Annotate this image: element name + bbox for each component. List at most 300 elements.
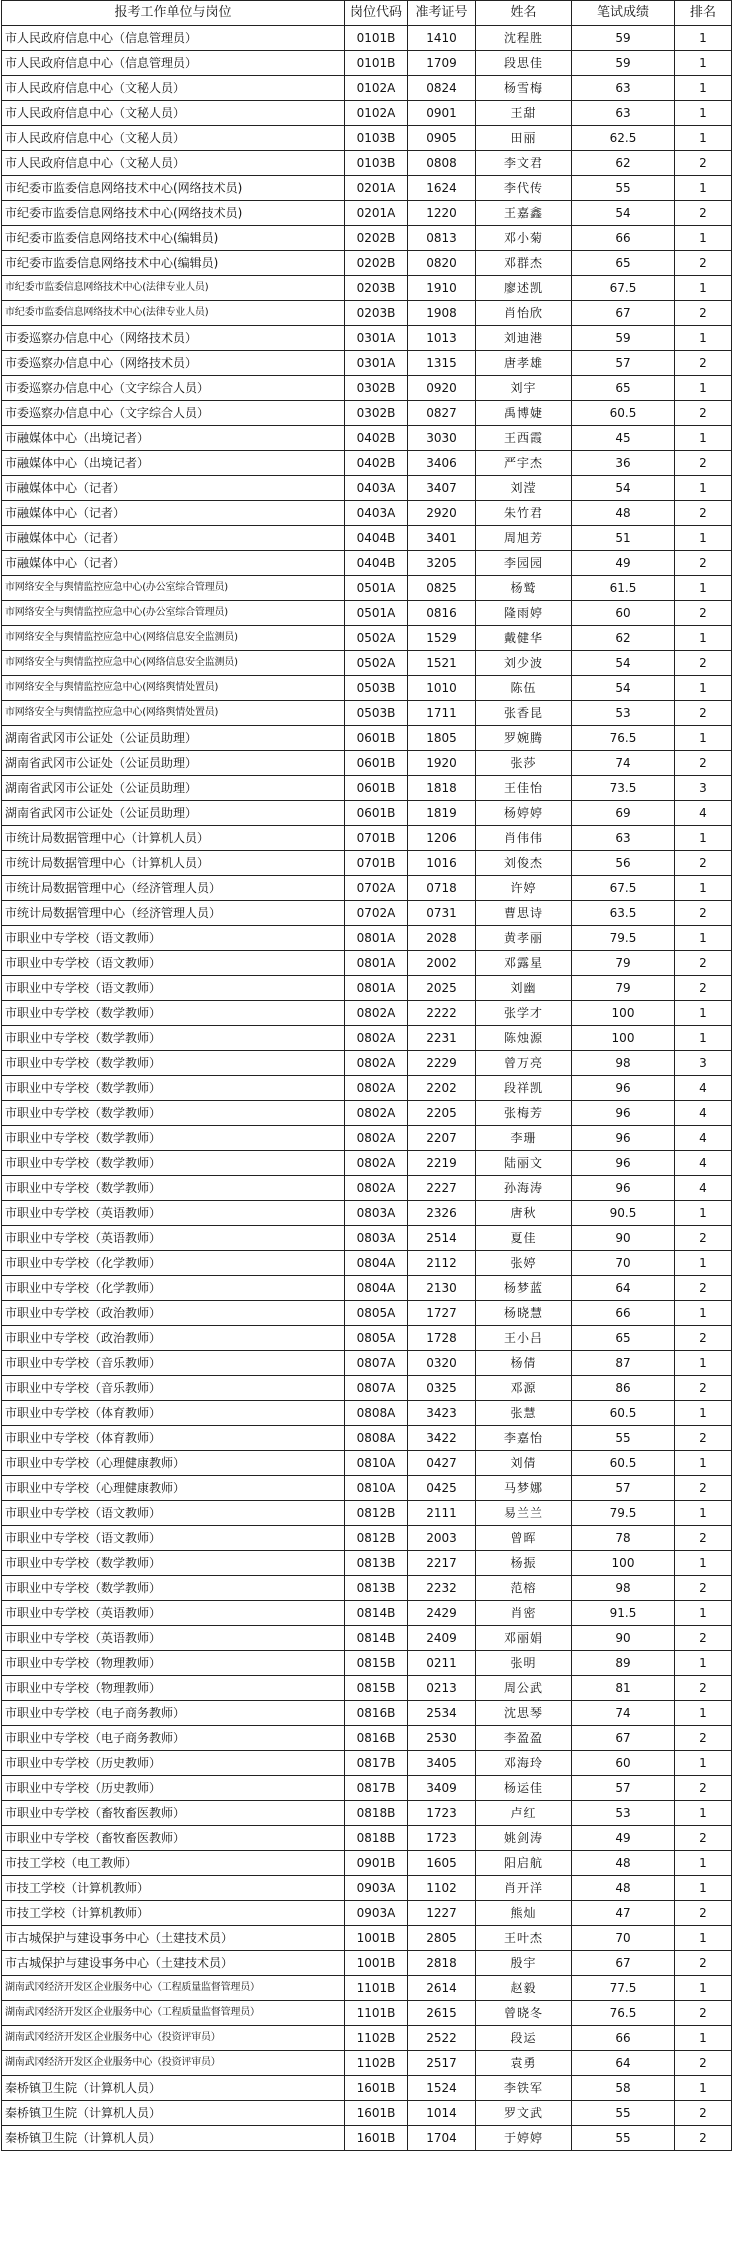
cell-ticket: 1220 [408,201,476,226]
cell-rank: 2 [675,701,732,726]
cell-unit: 市职业中专学校（政治教师） [2,1301,345,1326]
cell-rank: 2 [675,1476,732,1501]
cell-unit: 市网络安全与舆情监控应急中心(办公室综合管理员) [2,576,345,601]
cell-ticket: 2207 [408,1126,476,1151]
cell-code: 0903A [345,1901,408,1926]
cell-score: 57 [572,1776,675,1801]
cell-ticket: 1920 [408,751,476,776]
cell-rank: 2 [675,151,732,176]
cell-name: 段思佳 [476,51,572,76]
cell-name: 陈烛源 [476,1026,572,1051]
table-row [2,1351,732,1376]
cell-ticket: 0920 [408,376,476,401]
results-table-wrapper [1,0,731,2151]
cell-ticket: 1521 [408,651,476,676]
table-row [2,801,732,826]
cell-name: 卢红 [476,1801,572,1826]
cell-ticket: 0427 [408,1451,476,1476]
table-row [2,1501,732,1526]
cell-unit: 市职业中专学校（心理健康教师） [2,1476,345,1501]
cell-unit: 市融媒体中心（记者） [2,476,345,501]
cell-name: 杨婷婷 [476,801,572,826]
cell-name: 杨晓慧 [476,1301,572,1326]
cell-score: 100 [572,1026,675,1051]
cell-score: 90 [572,1626,675,1651]
cell-ticket: 3422 [408,1426,476,1451]
cell-code: 0404B [345,526,408,551]
cell-code: 0402B [345,426,408,451]
cell-code: 0403A [345,476,408,501]
cell-code: 0802A [345,1001,408,1026]
table-row [2,1301,732,1326]
cell-ticket: 1016 [408,851,476,876]
cell-code: 0802A [345,1026,408,1051]
cell-code: 0807A [345,1351,408,1376]
cell-rank: 1 [675,2026,732,2051]
cell-code: 0301A [345,326,408,351]
cell-unit: 市职业中专学校（数学教师） [2,1176,345,1201]
cell-unit: 市职业中专学校（语文教师） [2,951,345,976]
cell-unit: 市网络安全与舆情监控应急中心(网络信息安全监测员) [2,651,345,676]
cell-name: 刘迪港 [476,326,572,351]
cell-unit: 市融媒体中心（记者） [2,551,345,576]
table-row [2,1426,732,1451]
cell-code: 0805A [345,1301,408,1326]
cell-unit: 市委巡察办信息中心（网络技术员） [2,351,345,376]
cell-ticket: 1704 [408,2126,476,2151]
cell-rank: 2 [675,1576,732,1601]
cell-ticket: 3205 [408,551,476,576]
cell-code: 1001B [345,1926,408,1951]
cell-code: 0101B [345,26,408,51]
cell-name: 段运 [476,2026,572,2051]
cell-code: 0501A [345,576,408,601]
cell-rank: 1 [675,1751,732,1776]
cell-unit: 市职业中专学校（数学教师） [2,1576,345,1601]
table-row [2,951,732,976]
cell-score: 63 [572,76,675,101]
cell-name: 王嘉鑫 [476,201,572,226]
cell-unit: 市古城保护与建设事务中心（土建技术员） [2,1951,345,1976]
cell-ticket: 1910 [408,276,476,301]
table-row [2,876,732,901]
cell-rank: 2 [675,551,732,576]
cell-unit: 市职业中专学校（电子商务教师） [2,1701,345,1726]
cell-rank: 1 [675,1801,732,1826]
header-rank: 排名 [675,1,732,26]
cell-rank: 2 [675,1826,732,1851]
cell-rank: 1 [675,1976,732,2001]
cell-name: 张慧 [476,1401,572,1426]
cell-unit: 市统计局数据管理中心（经济管理人员） [2,876,345,901]
table-row [2,526,732,551]
table-row [2,1751,732,1776]
cell-code: 0804A [345,1276,408,1301]
table-row [2,1126,732,1151]
cell-ticket: 1908 [408,301,476,326]
cell-code: 0501A [345,601,408,626]
table-row [2,601,732,626]
cell-unit: 市纪委市监委信息网络技术中心(法律专业人员) [2,276,345,301]
table-row [2,901,732,926]
cell-rank: 2 [675,1951,732,1976]
cell-score: 67 [572,1951,675,1976]
cell-ticket: 2222 [408,1001,476,1026]
table-row [2,451,732,476]
cell-score: 66 [572,226,675,251]
table-row [2,1251,732,1276]
cell-ticket: 2219 [408,1151,476,1176]
cell-rank: 2 [675,501,732,526]
cell-rank: 1 [675,326,732,351]
cell-name: 易兰兰 [476,1501,572,1526]
cell-score: 53 [572,1801,675,1826]
cell-ticket: 3405 [408,1751,476,1776]
table-row [2,376,732,401]
cell-code: 0817B [345,1751,408,1776]
cell-unit: 湖南省武冈市公证处（公证员助理） [2,726,345,751]
table-row [2,776,732,801]
table-row [2,301,732,326]
cell-unit: 市人民政府信息中心（信息管理员） [2,26,345,51]
cell-ticket: 3030 [408,426,476,451]
table-row [2,1076,732,1101]
cell-unit: 市古城保护与建设事务中心（土建技术员） [2,1926,345,1951]
cell-name: 曾晓冬 [476,2001,572,2026]
cell-name: 熊灿 [476,1901,572,1926]
cell-score: 58 [572,2076,675,2101]
cell-score: 79.5 [572,926,675,951]
cell-rank: 1 [675,1451,732,1476]
table-row [2,1701,732,1726]
cell-name: 罗文武 [476,2101,572,2126]
cell-rank: 1 [675,526,732,551]
cell-ticket: 0820 [408,251,476,276]
cell-ticket: 0824 [408,76,476,101]
cell-rank: 1 [675,101,732,126]
cell-unit: 市融媒体中心（出境记者） [2,451,345,476]
cell-score: 64 [572,1276,675,1301]
cell-score: 66 [572,2026,675,2051]
cell-ticket: 1624 [408,176,476,201]
cell-unit: 市纪委市监委信息网络技术中心(网络技术员) [2,176,345,201]
table-row [2,726,732,751]
table-row [2,2026,732,2051]
cell-rank: 2 [675,1226,732,1251]
table-row [2,1651,732,1676]
cell-rank: 2 [675,1776,732,1801]
cell-unit: 市统计局数据管理中心（经济管理人员） [2,901,345,926]
cell-name: 杨雪梅 [476,76,572,101]
cell-code: 0701B [345,851,408,876]
table-row [2,751,732,776]
cell-name: 田丽 [476,126,572,151]
table-row [2,201,732,226]
cell-name: 杨振 [476,1551,572,1576]
cell-score: 74 [572,1701,675,1726]
cell-ticket: 2025 [408,976,476,1001]
cell-rank: 1 [675,426,732,451]
cell-rank: 1 [675,826,732,851]
cell-rank: 1 [675,1601,732,1626]
cell-ticket: 2615 [408,2001,476,2026]
cell-score: 67.5 [572,876,675,901]
cell-score: 78 [572,1526,675,1551]
table-row [2,2076,732,2101]
cell-unit: 市职业中专学校（英语教师） [2,1601,345,1626]
cell-score: 60.5 [572,401,675,426]
cell-code: 0801A [345,976,408,1001]
cell-code: 0802A [345,1176,408,1201]
cell-score: 48 [572,1851,675,1876]
cell-ticket: 3407 [408,476,476,501]
cell-score: 48 [572,1876,675,1901]
cell-score: 62 [572,626,675,651]
cell-unit: 湖南武冈经济开发区企业服务中心（投资评审员） [2,2051,345,2076]
cell-code: 0201A [345,176,408,201]
cell-rank: 2 [675,976,732,1001]
cell-ticket: 0813 [408,226,476,251]
header-unit: 报考工作单位与岗位 [2,1,345,26]
cell-score: 47 [572,1901,675,1926]
cell-rank: 2 [675,901,732,926]
cell-rank: 2 [675,951,732,976]
cell-ticket: 2805 [408,1926,476,1951]
cell-name: 刘宇 [476,376,572,401]
cell-ticket: 1727 [408,1301,476,1326]
cell-score: 55 [572,2101,675,2126]
cell-name: 张香昆 [476,701,572,726]
cell-code: 0601B [345,726,408,751]
cell-code: 1102B [345,2051,408,2076]
cell-name: 邓源 [476,1376,572,1401]
cell-rank: 2 [675,1276,732,1301]
table-row [2,176,732,201]
cell-name: 阳启航 [476,1851,572,1876]
cell-rank: 1 [675,1201,732,1226]
cell-score: 66 [572,1301,675,1326]
cell-unit: 市职业中专学校（英语教师） [2,1201,345,1226]
cell-score: 54 [572,201,675,226]
cell-name: 许婷 [476,876,572,901]
table-row [2,551,732,576]
cell-code: 0808A [345,1426,408,1451]
cell-code: 0816B [345,1726,408,1751]
cell-code: 0103B [345,126,408,151]
cell-score: 49 [572,551,675,576]
cell-score: 77.5 [572,1976,675,2001]
cell-unit: 市职业中专学校（数学教师） [2,1026,345,1051]
cell-name: 邓海玲 [476,1751,572,1776]
cell-unit: 市职业中专学校（体育教师） [2,1401,345,1426]
cell-code: 0812B [345,1526,408,1551]
cell-name: 沈程胜 [476,26,572,51]
cell-ticket: 1010 [408,676,476,701]
cell-unit: 市委巡察办信息中心（文字综合人员） [2,376,345,401]
cell-name: 杨梦蓝 [476,1276,572,1301]
header-row [2,1,732,26]
cell-ticket: 1723 [408,1826,476,1851]
cell-unit: 市统计局数据管理中心（计算机人员） [2,851,345,876]
table-row [2,851,732,876]
cell-rank: 2 [675,1901,732,1926]
cell-unit: 秦桥镇卫生院（计算机人员） [2,2101,345,2126]
cell-rank: 4 [675,801,732,826]
cell-score: 65 [572,251,675,276]
cell-name: 李代传 [476,176,572,201]
table-row [2,1001,732,1026]
header-score: 笔试成绩 [572,1,675,26]
cell-ticket: 0905 [408,126,476,151]
cell-score: 100 [572,1551,675,1576]
cell-ticket: 0213 [408,1676,476,1701]
cell-code: 0801A [345,926,408,951]
table-row [2,1576,732,1601]
table-row [2,1676,732,1701]
cell-name: 沈思琴 [476,1701,572,1726]
cell-ticket: 1227 [408,1901,476,1926]
cell-rank: 1 [675,676,732,701]
cell-rank: 1 [675,126,732,151]
cell-score: 67 [572,1726,675,1751]
table-row [2,701,732,726]
cell-ticket: 2429 [408,1601,476,1626]
cell-code: 0805A [345,1326,408,1351]
cell-unit: 湖南省武冈市公证处（公证员助理） [2,776,345,801]
cell-name: 周旭芳 [476,526,572,551]
cell-rank: 1 [675,576,732,601]
cell-unit: 市委巡察办信息中心（网络技术员） [2,326,345,351]
cell-rank: 2 [675,601,732,626]
cell-ticket: 0320 [408,1351,476,1376]
cell-score: 48 [572,501,675,526]
cell-code: 0818B [345,1826,408,1851]
cell-rank: 2 [675,651,732,676]
cell-score: 54 [572,651,675,676]
cell-score: 60 [572,601,675,626]
cell-name: 王叶杰 [476,1926,572,1951]
cell-unit: 市职业中专学校（历史教师） [2,1776,345,1801]
table-row [2,226,732,251]
table-row [2,1401,732,1426]
cell-name: 李珊 [476,1126,572,1151]
cell-code: 0502A [345,626,408,651]
cell-name: 王西霞 [476,426,572,451]
cell-score: 54 [572,676,675,701]
cell-rank: 1 [675,1551,732,1576]
cell-rank: 1 [675,226,732,251]
table-row [2,2051,732,2076]
cell-score: 90 [572,1226,675,1251]
cell-code: 0503B [345,676,408,701]
cell-name: 邓露星 [476,951,572,976]
cell-code: 0801A [345,951,408,976]
cell-name: 赵毅 [476,1976,572,2001]
cell-rank: 2 [675,351,732,376]
cell-name: 戴健华 [476,626,572,651]
cell-rank: 1 [675,1851,732,1876]
cell-code: 0814B [345,1626,408,1651]
cell-rank: 3 [675,1051,732,1076]
cell-name: 王小吕 [476,1326,572,1351]
table-row [2,1376,732,1401]
cell-name: 范榕 [476,1576,572,1601]
cell-name: 于婷婷 [476,2126,572,2151]
cell-ticket: 2112 [408,1251,476,1276]
cell-score: 57 [572,351,675,376]
cell-rank: 1 [675,1876,732,1901]
cell-name: 肖怡欣 [476,301,572,326]
cell-score: 49 [572,1826,675,1851]
cell-unit: 市人民政府信息中心（文秘人员） [2,126,345,151]
cell-unit: 市职业中专学校（英语教师） [2,1226,345,1251]
cell-ticket: 3409 [408,1776,476,1801]
cell-score: 64 [572,2051,675,2076]
cell-rank: 1 [675,76,732,101]
results-table [1,0,732,2151]
cell-name: 邓群杰 [476,251,572,276]
cell-ticket: 0827 [408,401,476,426]
cell-unit: 市人民政府信息中心（信息管理员） [2,51,345,76]
cell-score: 70 [572,1251,675,1276]
table-row [2,1326,732,1351]
cell-unit: 市职业中专学校（数学教师） [2,1051,345,1076]
cell-code: 0203B [345,276,408,301]
cell-name: 夏佳 [476,1226,572,1251]
table-row [2,426,732,451]
cell-rank: 2 [675,1326,732,1351]
cell-code: 0101B [345,51,408,76]
cell-name: 张梅芳 [476,1101,572,1126]
cell-ticket: 0211 [408,1651,476,1676]
table-row [2,1526,732,1551]
cell-ticket: 3401 [408,526,476,551]
table-row [2,626,732,651]
cell-name: 段祥凯 [476,1076,572,1101]
table-row [2,1276,732,1301]
cell-score: 65 [572,1326,675,1351]
cell-rank: 2 [675,201,732,226]
cell-unit: 市网络安全与舆情监控应急中心(办公室综合管理员) [2,601,345,626]
cell-rank: 1 [675,1351,732,1376]
cell-unit: 市职业中专学校（政治教师） [2,1326,345,1351]
cell-unit: 市技工学校（计算机教师） [2,1901,345,1926]
cell-ticket: 1410 [408,26,476,51]
cell-name: 殷宇 [476,1951,572,1976]
cell-score: 74 [572,751,675,776]
table-row [2,276,732,301]
cell-score: 96 [572,1176,675,1201]
cell-name: 廖述凯 [476,276,572,301]
cell-ticket: 2522 [408,2026,476,2051]
cell-ticket: 1805 [408,726,476,751]
cell-score: 36 [572,451,675,476]
cell-code: 0813B [345,1551,408,1576]
cell-name: 张莎 [476,751,572,776]
cell-score: 67.5 [572,276,675,301]
cell-code: 0404B [345,551,408,576]
cell-score: 76.5 [572,726,675,751]
table-row [2,401,732,426]
cell-name: 隆雨婷 [476,601,572,626]
cell-name: 王甜 [476,101,572,126]
cell-score: 55 [572,176,675,201]
cell-unit: 市职业中专学校（音乐教师） [2,1376,345,1401]
cell-name: 刘滢 [476,476,572,501]
cell-ticket: 2530 [408,1726,476,1751]
cell-score: 55 [572,2126,675,2151]
cell-rank: 2 [675,1726,732,1751]
